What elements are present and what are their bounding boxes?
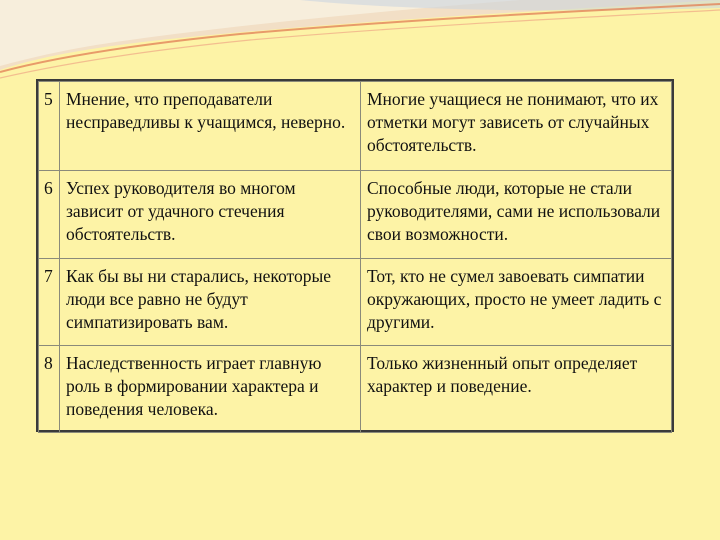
statement-left: Успех руководителя во многом зависит от удачного стечения обстоятельств. xyxy=(60,171,361,259)
statement-right: Тот, кто не сумел завоевать симпатии окружающих, просто не умеет ладить с другими. xyxy=(361,259,672,346)
table-row xyxy=(39,259,672,346)
statement-right: Способные люди, которые не стали руководителями, сами не использовали свои возможности. xyxy=(361,171,672,259)
row-number: 8 xyxy=(39,346,60,433)
statement-left: Как бы вы ни старались, некоторые люди все равно не будут симпатизировать вам. xyxy=(60,259,361,346)
statement-left: Наследственность играет главную роль в формировании характера и поведения человека. xyxy=(60,346,361,433)
statement-right: Многие учащиеся не понимают, что их отметки могут зависеть от случайных обстоятельств. xyxy=(361,82,672,171)
table-row xyxy=(39,82,672,171)
row-number: 5 xyxy=(39,82,60,171)
statement-left: Мнение, что преподаватели несправедливы к учащимся, неверно. xyxy=(60,82,361,171)
statements-table xyxy=(36,79,674,432)
table-row xyxy=(39,171,672,259)
row-number: 7 xyxy=(39,259,60,346)
row-number: 6 xyxy=(39,171,60,259)
decorative-header-swoosh xyxy=(0,0,720,90)
table-row xyxy=(39,346,672,433)
statement-right: Только жизненный опыт определяет характер и поведение. xyxy=(361,346,672,433)
